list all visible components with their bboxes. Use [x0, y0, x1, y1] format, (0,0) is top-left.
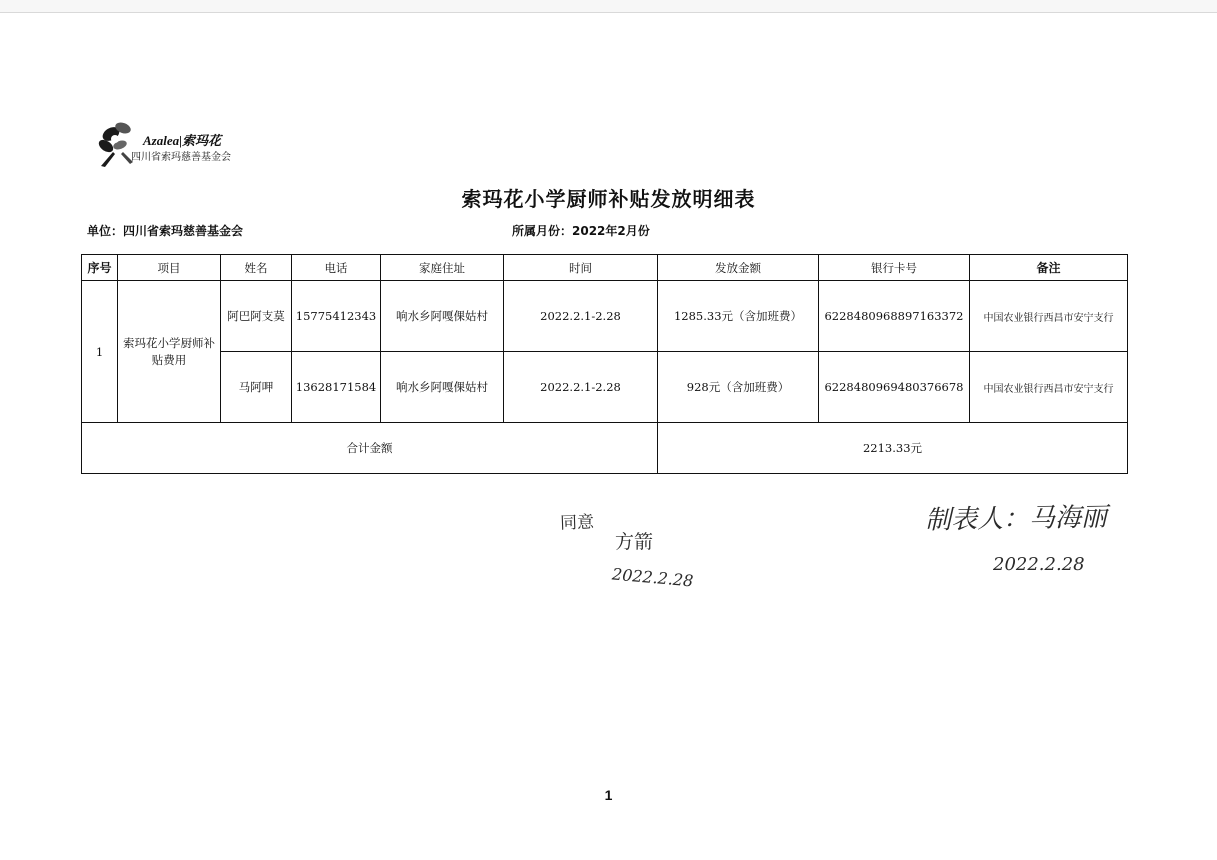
- header-amount: 发放金额: [658, 255, 819, 281]
- month-label: 所属月份：2022年2月份: [512, 224, 650, 238]
- header-phone: 电话: [292, 255, 381, 281]
- table-header-row: [82, 255, 1128, 281]
- table-row: [82, 352, 1128, 423]
- header-address: 家庭住址: [381, 255, 504, 281]
- foundation-logo: [93, 112, 273, 170]
- cell-remark: 中国农业银行西昌市安宁支行: [970, 281, 1128, 352]
- unit-label: 单位：四川省索玛慈善基金会: [87, 224, 244, 238]
- document-title: 索玛花小学厨师补贴发放明细表: [461, 187, 756, 211]
- cell-name: 马阿呷: [221, 352, 292, 423]
- cell-item: 索玛花小学厨师补贴费用: [118, 281, 221, 423]
- header-no: 序号: [82, 255, 118, 281]
- cell-time: 2022.2.1-2.28: [504, 352, 658, 423]
- cell-remark: 中国农业银行西昌市安宁支行: [970, 352, 1128, 423]
- cell-amount: 1285.33元（含加班费）: [658, 281, 819, 352]
- table-row: [82, 281, 1128, 352]
- cell-phone: 15775412343: [292, 281, 381, 352]
- header-card: 银行卡号: [819, 255, 970, 281]
- total-label: 合计金额: [82, 423, 658, 474]
- header-item: 项目: [118, 255, 221, 281]
- cell-card: 6228480969480376678: [819, 352, 970, 423]
- approval-date: 2022.2.28: [611, 564, 695, 591]
- logo-name: Azalea|索玛花: [143, 133, 221, 148]
- cell-time: 2022.2.1-2.28: [504, 281, 658, 352]
- cell-address: 响水乡阿嘎倮姑村: [381, 281, 504, 352]
- total-value: 2213.33元: [658, 423, 1128, 474]
- cell-address: 响水乡阿嘎倮姑村: [381, 352, 504, 423]
- scan-edge: [0, 0, 1217, 13]
- cell-card: 6228480968897163372: [819, 281, 970, 352]
- approval-signature: 同意: [559, 512, 595, 534]
- cell-phone: 13628171584: [292, 352, 381, 423]
- total-row: [82, 423, 1128, 474]
- logo-subtitle: 四川省索玛慈善基金会: [131, 152, 231, 163]
- header-time: 时间: [504, 255, 658, 281]
- cell-name: 阿巴阿支莫: [221, 281, 292, 352]
- page-number: 1: [604, 787, 613, 803]
- subsidy-table: [81, 254, 1128, 474]
- header-name: 姓名: [221, 255, 292, 281]
- cell-amount: 928元（含加班费）: [658, 352, 819, 423]
- approver-signature: 方箭: [615, 531, 654, 553]
- prepare-date: 2022.2.28: [993, 554, 1085, 575]
- header-remark: 备注: [970, 255, 1128, 281]
- cell-no: 1: [82, 281, 118, 423]
- preparer-signature: 制表人：马海丽: [924, 502, 1108, 536]
